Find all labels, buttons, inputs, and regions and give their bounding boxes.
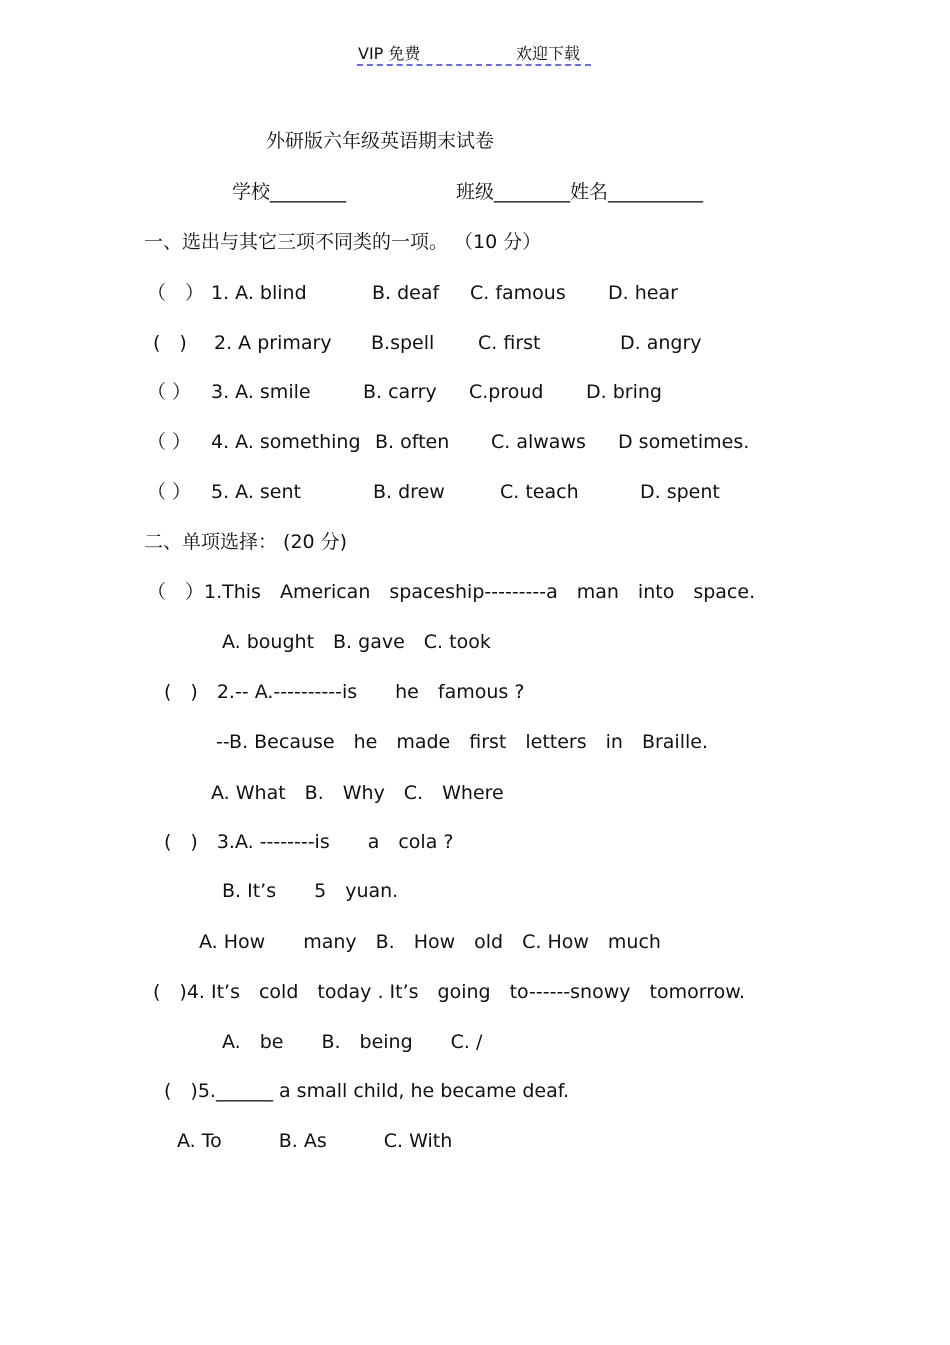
header-welcome-text: 欢迎下载 xyxy=(516,44,581,63)
exam-title: 外研版六年级英语期末试卷 xyxy=(266,130,495,152)
section2-question-1-options: A. bought B. gave C. took xyxy=(222,631,491,653)
question-option-c: C. alwaws xyxy=(491,431,586,453)
question-option-d: D. hear xyxy=(608,282,678,304)
question-option-b: B.spell xyxy=(371,332,435,354)
answer-paren: （ ） xyxy=(147,381,192,403)
section2-question-5-options: A. To B. As C. With xyxy=(177,1130,453,1152)
answer-paren: （ ） xyxy=(147,282,205,304)
question-option-b: B. often xyxy=(375,431,450,453)
section2-question-3: ( ) 3.A. --------is a cola ? xyxy=(164,831,454,853)
section2-question-2: ( ) 2.-- A.----------is he famous ? xyxy=(164,681,525,703)
section1-heading: 一、选出与其它三项不同类的一项。 （10 分） xyxy=(144,231,542,253)
header-vip-text: VIP 免费 xyxy=(358,44,421,63)
question-option-a: 2. A primary xyxy=(214,332,332,354)
question-option-b: B. carry xyxy=(363,381,437,403)
section2-heading: 二、单项选择： (20 分) xyxy=(144,531,348,553)
answer-paren: （ ） xyxy=(147,431,192,453)
section2-question-2-options: A. What B. Why C. Where xyxy=(211,782,504,804)
question-option-d: D sometimes. xyxy=(618,431,750,453)
question-option-a: 1. A. blind xyxy=(211,282,307,304)
question-option-c: C. first xyxy=(478,332,541,354)
section2-question-3-answer: B. It’s 5 yuan. xyxy=(222,880,399,902)
class-name-field: 班级________姓名__________ xyxy=(456,181,704,203)
answer-paren: ( ) xyxy=(153,332,187,354)
section2-question-5: ( )5.______ a small child, he became deaf. xyxy=(164,1080,570,1102)
section2-question-4: ( )4. It’s cold today . It’s going to------snowy tomorrow. xyxy=(153,981,746,1003)
question-option-d: D. spent xyxy=(640,481,720,503)
section2-question-1: （ ）1.This American spaceship---------a man into space. xyxy=(147,581,756,603)
section2-question-3-options: A. How many B. How old C. How much xyxy=(199,931,661,953)
question-option-a: 5. A. sent xyxy=(211,481,301,503)
section2-question-4-options: A. be B. being C. / xyxy=(222,1031,483,1053)
answer-paren: （ ） xyxy=(147,481,192,503)
school-field: 学校________ xyxy=(232,181,347,203)
question-option-b: B. deaf xyxy=(372,282,440,304)
question-option-c: C. teach xyxy=(500,481,579,503)
header-dashed-underline xyxy=(357,64,591,66)
question-option-b: B. drew xyxy=(373,481,445,503)
section2-question-2-answer: --B. Because he made first letters in Braille. xyxy=(216,731,708,753)
question-option-c: C. famous xyxy=(470,282,566,304)
question-option-a: 3. A. smile xyxy=(211,381,311,403)
question-option-d: D. angry xyxy=(620,332,702,354)
question-option-a: 4. A. something xyxy=(211,431,361,453)
question-option-d: D. bring xyxy=(586,381,662,403)
question-option-c: C.proud xyxy=(469,381,544,403)
